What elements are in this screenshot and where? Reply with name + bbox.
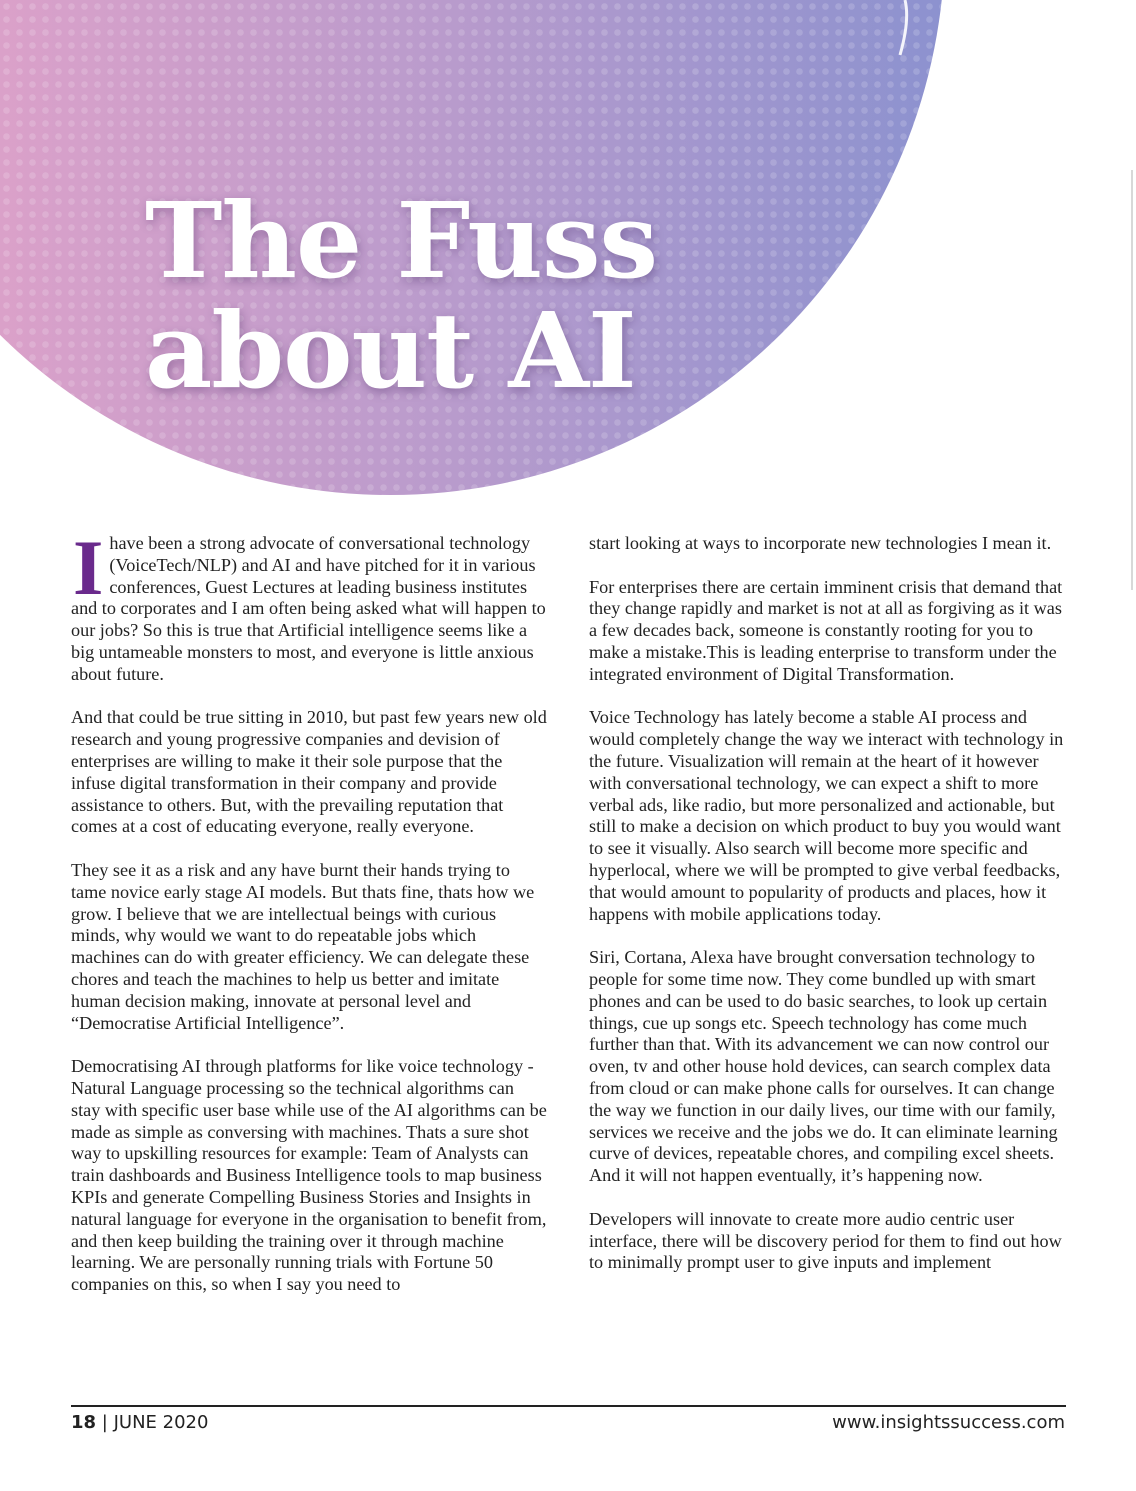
footer-separator: |	[101, 1412, 108, 1433]
issue-date: JUNE 2020	[113, 1412, 209, 1433]
paragraph: Developers will innovate to create more audio centric user interface, there will be discovery period for them to find out how to minimally prompt user to give inputs and implement	[589, 1208, 1062, 1273]
article-column-right	[589, 533, 1065, 1274]
paragraph: Democratising AI through platforms for like voice technology - Natural Language processing so the technical algorithms can stay with specific user base while use of the AI algorithms can be made as simple as conversing with machines. Thats a sure shot way to upskilling resources for example: Team of Analysts can train dashboards and Business Intelligence tools to map business KPIs and generate Compelling Business Stories and Insights in natural language for everyone in the organisation to benefit from, and then keep building the training over it through machine learning. We are personally running trials with Fortune 50 companies on this, so when I say you need to	[71, 1056, 547, 1295]
title-line-1: The Fuss	[145, 179, 658, 302]
page-number: 18	[71, 1412, 97, 1433]
paragraph	[71, 524, 547, 686]
website-url: www.insightssuccess.com	[832, 1412, 1065, 1433]
footer-page-info	[71, 1412, 208, 1433]
paragraph: Voice Technology has lately become a stable AI process and would completely change the way we interact with technology in the future. Visualization will remain at the heart of it however with conversational technology, we can expect a shift to more verbal ads, like radio, but more personalized and actionable, but still to make a decision on which product to buy you would want to see it visually. Also search will become more specific and hyperlocal, where we will be prompted to give verbal feedbacks, that would amount to popularity of products and places, how it happens with mobile applications today.	[589, 707, 1064, 924]
footer-divider	[71, 1405, 1066, 1407]
title-line-2: about AI	[145, 289, 636, 412]
paragraph: For enterprises there are certain imminent crisis that demand that they change rapidly and market is not at all as forgiving as it was a few decades back, someone is constantly rooting for you to make a mistake.This is leading enterprise to transform under the integrated environment of Digital Transformation.	[589, 576, 1063, 684]
article-title	[145, 179, 658, 412]
paragraph: Siri, Cortana, Alexa have brought conversation technology to people for some time now. They come bundled up with smart phones and can be used to do basic searches, to look up certain things, cue up songs etc. Speech technology has come much further than that. With its advancement we can now control our oven, tv and other house hold devices, can search complex data from cloud or can make phone calls for ourselves. It can change the way we function in our daily lives, our time with our family, services we receive and the jobs we do. It can eliminate learning curve of devices, repeatable chores, and compiling excel sheets. And it will not happen eventually, it’s happening now.	[589, 947, 1058, 1186]
paragraph: They see it as a risk and any have burnt their hands trying to tame novice early stage AI models. But thats fine, thats how we grow. I believe that we are intellectual beings with curious minds, why would we want to do repeatable jobs which machines can do with greater efficiency. We can delegate these chores and teach the machines to help us better and imitate human decision making, innovate at personal level and “Democratise Artificial Intelligence”.	[71, 859, 535, 1033]
paragraph: And that could be true sitting in 2010, but past few years new old research and young progressive companies and devision of enterprises are willing to make it their sole purpose that the infuse digital transformation in their company and provide assistance to others. But, with the prevailing reputation that comes at a cost of educating everyone, really everyone.	[71, 707, 547, 837]
paragraph: start looking at ways to incorporate new technologies I mean it.	[589, 533, 1052, 553]
paragraph-text: have been a strong advocate of conversational technology (VoiceTech/NLP) and AI and have pitched for it in various conferences, Guest Lectures at leading business institutes and to corporates and I am often being asked what will happen to our jobs? So this is true that Artificial intelligence seems like a big untameable monsters to most, and everyone is little anxious about future.	[71, 533, 546, 684]
article-column-left	[71, 524, 547, 1296]
page-edge-line	[1131, 170, 1133, 590]
drop-cap: I	[73, 524, 104, 611]
